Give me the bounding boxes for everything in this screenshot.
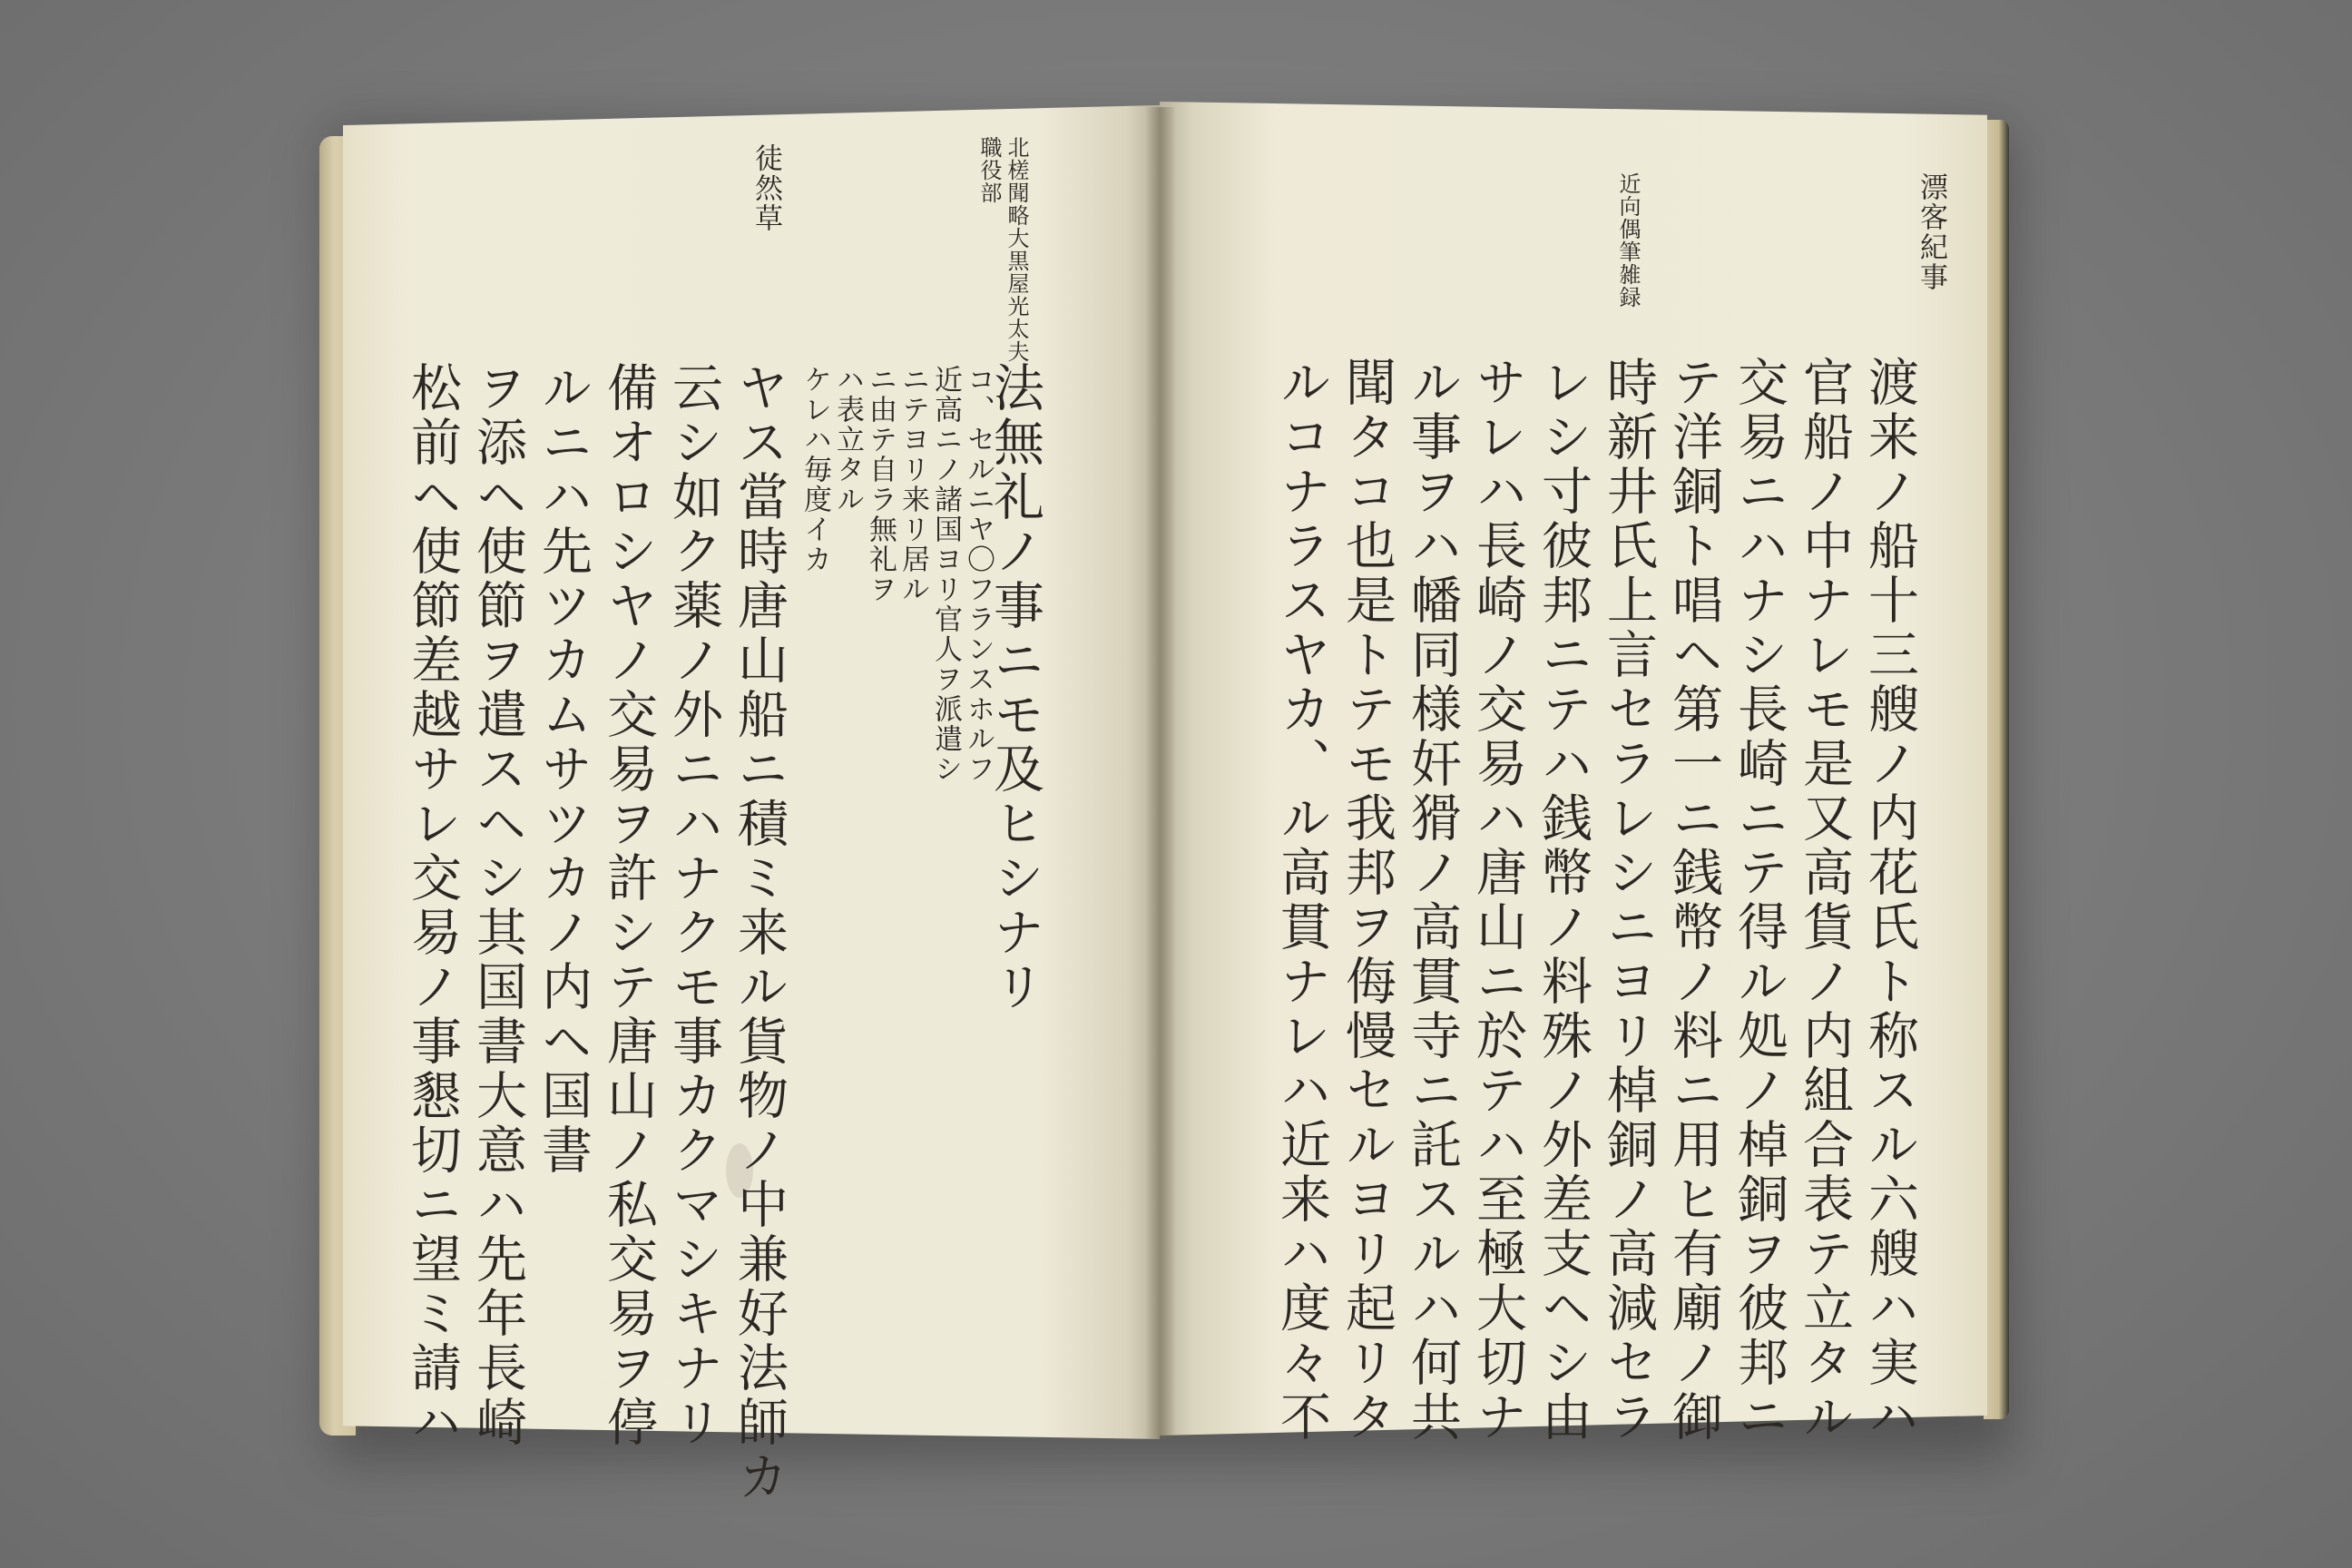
right-col-3: 交易ニハナシ長崎ニテ得ル処ノ棹銅ヲ彼邦ニ	[1730, 356, 1788, 1445]
right-header-left: 近向偶筆雑録	[1615, 172, 1641, 309]
left-col-11: ルニハ先ツカムサツカノ内ヘ国書	[534, 361, 593, 1178]
left-col-2: コ、セルニヤ〇フランスホルフ	[962, 365, 995, 784]
left-col-7: ケレハ毎度イカ	[799, 365, 831, 574]
left-col-5: ニ由テ自ラ無礼ヲ	[864, 365, 897, 604]
left-col-12: ヲ添ヘ使節ヲ遣スヘシ其国書大意ハ先年長崎	[468, 361, 527, 1450]
right-col-6: レシ寸彼邦ニテハ銭幣ノ料殊ノ外差支ヘシ由	[1534, 356, 1592, 1445]
right-col-5: 時新井氏上言セラレシニヨリ棹銅ノ高減セラ	[1599, 356, 1658, 1445]
left-header-right-2: 職役部	[976, 136, 1002, 204]
left-col-9: 云シ如ク薬ノ外ニハナクモ事カクマシキナリ	[664, 361, 723, 1450]
left-col-13: 松前ヘ使節差越サレ交易ノ事懇切ニ望ミ請ハ	[403, 361, 462, 1450]
right-col-7: サレハ長崎ノ交易ハ唐山ニ於テハ至極大切ナ	[1468, 356, 1527, 1445]
right-col-2: 官船ノ中ナレモ是又高貨ノ内組合表テ立タル	[1795, 356, 1854, 1445]
right-page-edge	[1984, 120, 2009, 1419]
left-col-8: ヤス當時唐山船ニ積ミ来ル貨物ノ中兼好法師カ	[730, 361, 789, 1504]
left-header-left: 徒然草	[750, 143, 782, 233]
left-col-6: ハ表立タル	[831, 365, 864, 514]
right-col-10: ルコナラスヤカ、ル高貫ナレハ近来ハ度々不	[1272, 356, 1331, 1445]
right-col-4: テ洋銅ト唱ヘ第一ニ銭幣ノ料ニ用ヒ有廟ノ御	[1664, 356, 1723, 1445]
left-header-right: 北槎聞略大黒屋光太夫	[1004, 136, 1029, 363]
left-col-10: 備オロシヤノ交易ヲ許シテ唐山ノ私交易ヲ停	[599, 361, 658, 1450]
right-col-9: 聞タコ也是トテモ我邦ヲ侮慢セルヨリ起リタ	[1338, 356, 1396, 1445]
left-col-3: 近高ニノ諸国ヨリ官人ヲ派遣シ	[929, 365, 962, 784]
left-col-1: 法無礼ノ事ニモ及ヒシナリ	[985, 361, 1044, 1014]
right-col-1: 渡来ノ船十三艘ノ内花氏ト称スル六艘ハ実ハ	[1860, 356, 1919, 1445]
right-header-right: 漂客紀事	[1915, 172, 1947, 292]
right-col-8: ル事ヲハ幡同様奸猾ノ高貫寺ニ託スルハ何共	[1403, 356, 1462, 1445]
left-col-4: ニテヨリ来リ居ル	[897, 365, 929, 604]
book-gutter	[1145, 107, 1176, 1439]
